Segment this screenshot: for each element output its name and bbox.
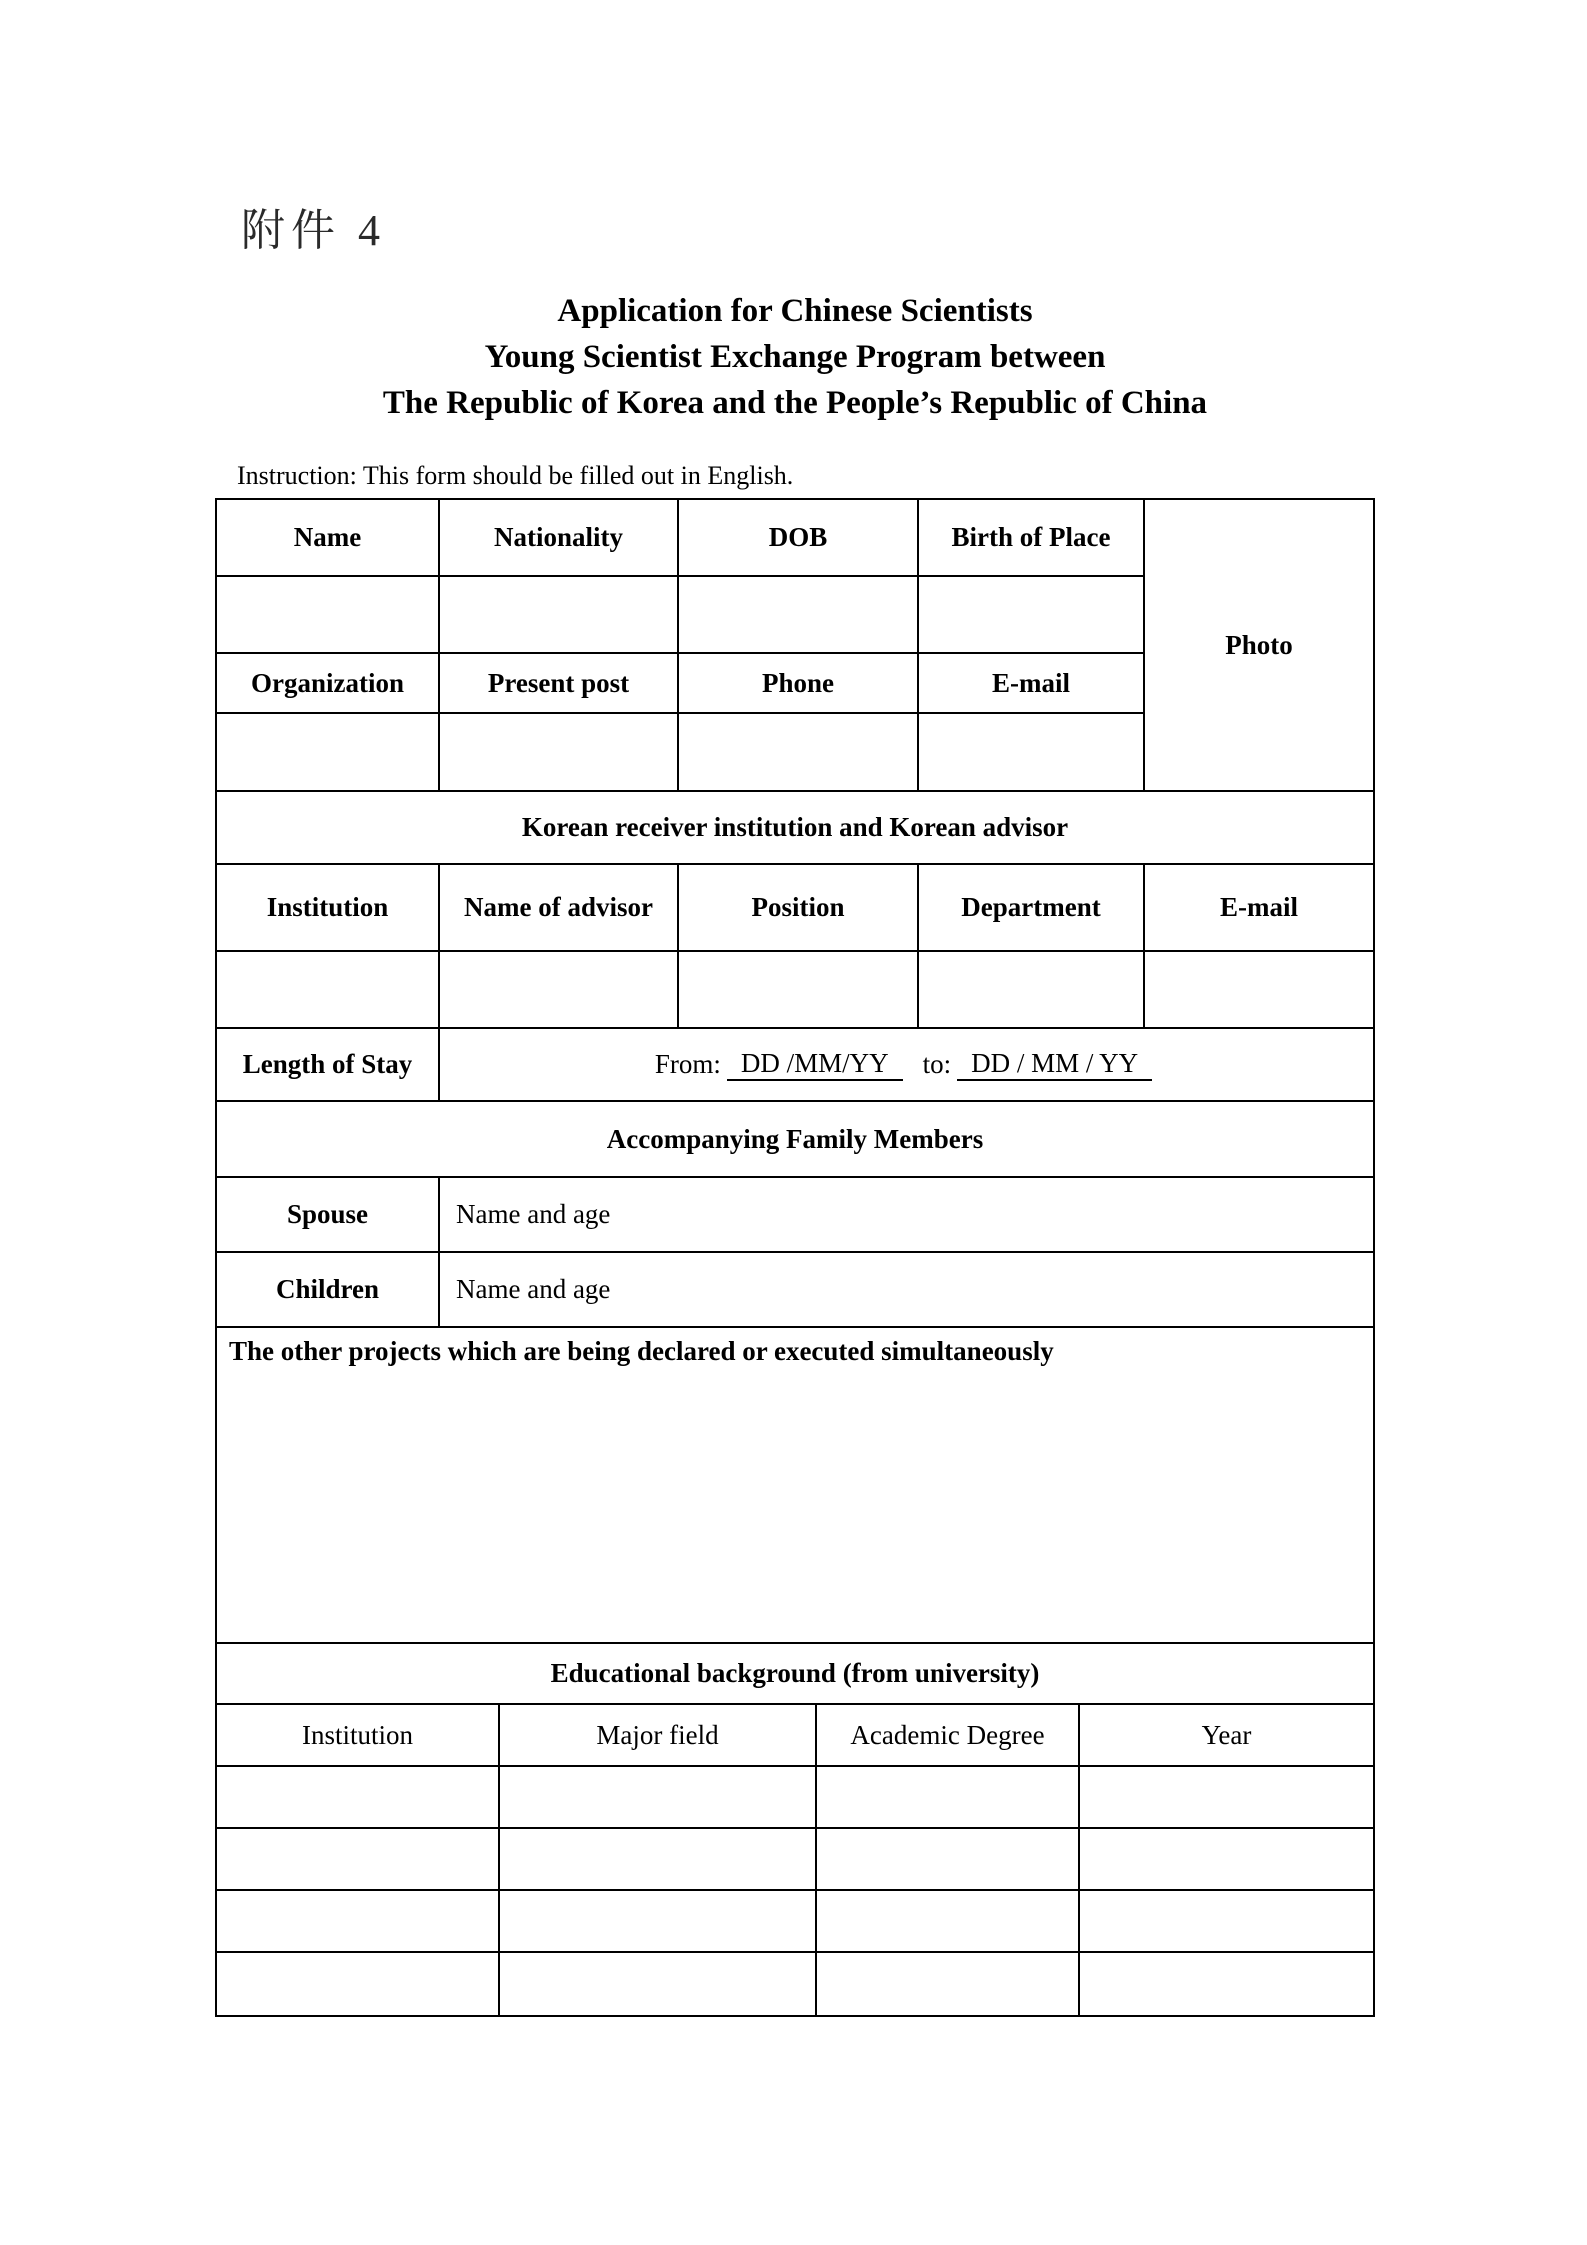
education-data-row — [217, 1829, 1373, 1891]
from-date-value[interactable]: DD /MM/YY — [727, 1048, 903, 1081]
nationality-header: Nationality — [440, 500, 679, 577]
education-academic-degree-cell[interactable] — [817, 1767, 1080, 1829]
education-header-row — [217, 1705, 1373, 1767]
education-institution-header: Institution — [217, 1705, 500, 1767]
education-academic-degree-header: Academic Degree — [817, 1705, 1080, 1767]
spouse-label: Spouse — [217, 1178, 440, 1253]
other-projects-title: The other projects which are being declared or executed simultaneously — [229, 1336, 1054, 1366]
education-data-row — [217, 1953, 1373, 2017]
advisor-email-input-cell[interactable] — [1145, 952, 1373, 1029]
spouse-input-cell[interactable] — [440, 1178, 1373, 1253]
department-header: Department — [919, 865, 1145, 952]
photo-box[interactable] — [1145, 500, 1373, 792]
education-institution-cell[interactable] — [217, 1891, 500, 1953]
education-year-cell[interactable] — [1080, 1829, 1373, 1891]
present-post-input-cell[interactable] — [440, 714, 679, 792]
phone-header: Phone — [679, 654, 919, 714]
education-major-field-header: Major field — [500, 1705, 817, 1767]
korean-advisor-section-row — [217, 792, 1373, 865]
email-input-cell[interactable] — [919, 714, 1145, 792]
title-line-1: Application for Chinese Scientists — [557, 293, 1033, 329]
name-input-cell[interactable] — [217, 577, 440, 654]
advisor-email-header: E-mail — [1145, 865, 1373, 952]
education-year-header: Year — [1080, 1705, 1373, 1767]
photo-label: Photo — [1225, 629, 1293, 660]
children-label: Children — [217, 1253, 440, 1328]
attachment-label: 附件 4 — [241, 206, 386, 255]
institution-input-cell[interactable] — [217, 952, 440, 1029]
page-title — [215, 288, 1375, 426]
length-of-stay-label: Length of Stay — [217, 1029, 440, 1102]
institution-header: Institution — [217, 865, 440, 952]
children-hint: Name and age — [456, 1274, 611, 1304]
title-line-3: The Republic of Korea and the People’s Republic of China — [382, 385, 1208, 421]
length-of-stay-input-cell[interactable] — [440, 1029, 1373, 1102]
children-row — [217, 1253, 1373, 1328]
education-section-title: Educational background (from university) — [217, 1644, 1373, 1705]
education-year-cell[interactable] — [1080, 1953, 1373, 2017]
form-instruction: Instruction: This form should be filled out in English. — [237, 461, 794, 490]
email-header: E-mail — [919, 654, 1145, 714]
education-major-field-cell[interactable] — [500, 1891, 817, 1953]
dob-header: DOB — [679, 500, 919, 577]
present-post-header: Present post — [440, 654, 679, 714]
title-line-2: Young Scientist Exchange Program between — [484, 339, 1106, 375]
organization-header: Organization — [217, 654, 440, 714]
advisor-value-row — [217, 952, 1373, 1029]
other-projects-input-cell[interactable] — [217, 1328, 1373, 1644]
education-year-cell[interactable] — [1080, 1767, 1373, 1829]
education-data-row — [217, 1767, 1373, 1829]
education-academic-degree-cell[interactable] — [817, 1891, 1080, 1953]
children-input-cell[interactable] — [440, 1253, 1373, 1328]
education-major-field-cell[interactable] — [500, 1953, 817, 2017]
education-section-row — [217, 1644, 1373, 1705]
family-section-title: Accompanying Family Members — [217, 1102, 1373, 1178]
organization-input-cell[interactable] — [217, 714, 440, 792]
education-institution-cell[interactable] — [217, 1953, 500, 2017]
dob-input-cell[interactable] — [679, 577, 919, 654]
education-academic-degree-cell[interactable] — [817, 1829, 1080, 1891]
other-projects-row — [217, 1328, 1373, 1644]
position-input-cell[interactable] — [679, 952, 919, 1029]
spouse-row — [217, 1178, 1373, 1253]
position-header: Position — [679, 865, 919, 952]
phone-input-cell[interactable] — [679, 714, 919, 792]
education-institution-cell[interactable] — [217, 1829, 500, 1891]
to-label: to: — [922, 1049, 952, 1079]
birth-of-place-header: Birth of Place — [919, 500, 1145, 577]
application-table — [215, 498, 1375, 2017]
advisor-name-input-cell[interactable] — [440, 952, 679, 1029]
korean-advisor-section-title: Korean receiver institution and Korean advisor — [217, 792, 1373, 865]
education-major-field-cell[interactable] — [500, 1829, 817, 1891]
education-major-field-cell[interactable] — [500, 1767, 817, 1829]
education-year-cell[interactable] — [1080, 1891, 1373, 1953]
department-input-cell[interactable] — [919, 952, 1145, 1029]
education-data-row — [217, 1891, 1373, 1953]
education-institution-cell[interactable] — [217, 1767, 500, 1829]
spouse-hint: Name and age — [456, 1199, 611, 1229]
name-header: Name — [217, 500, 440, 577]
to-date-value[interactable]: DD / MM / YY — [957, 1048, 1152, 1081]
family-section-row — [217, 1102, 1373, 1178]
nationality-input-cell[interactable] — [440, 577, 679, 654]
birth-of-place-input-cell[interactable] — [919, 577, 1145, 654]
length-of-stay-row — [217, 1029, 1373, 1102]
advisor-name-header: Name of advisor — [440, 865, 679, 952]
from-label: From: — [654, 1049, 721, 1079]
education-academic-degree-cell[interactable] — [817, 1953, 1080, 2017]
advisor-header-row — [217, 865, 1373, 952]
